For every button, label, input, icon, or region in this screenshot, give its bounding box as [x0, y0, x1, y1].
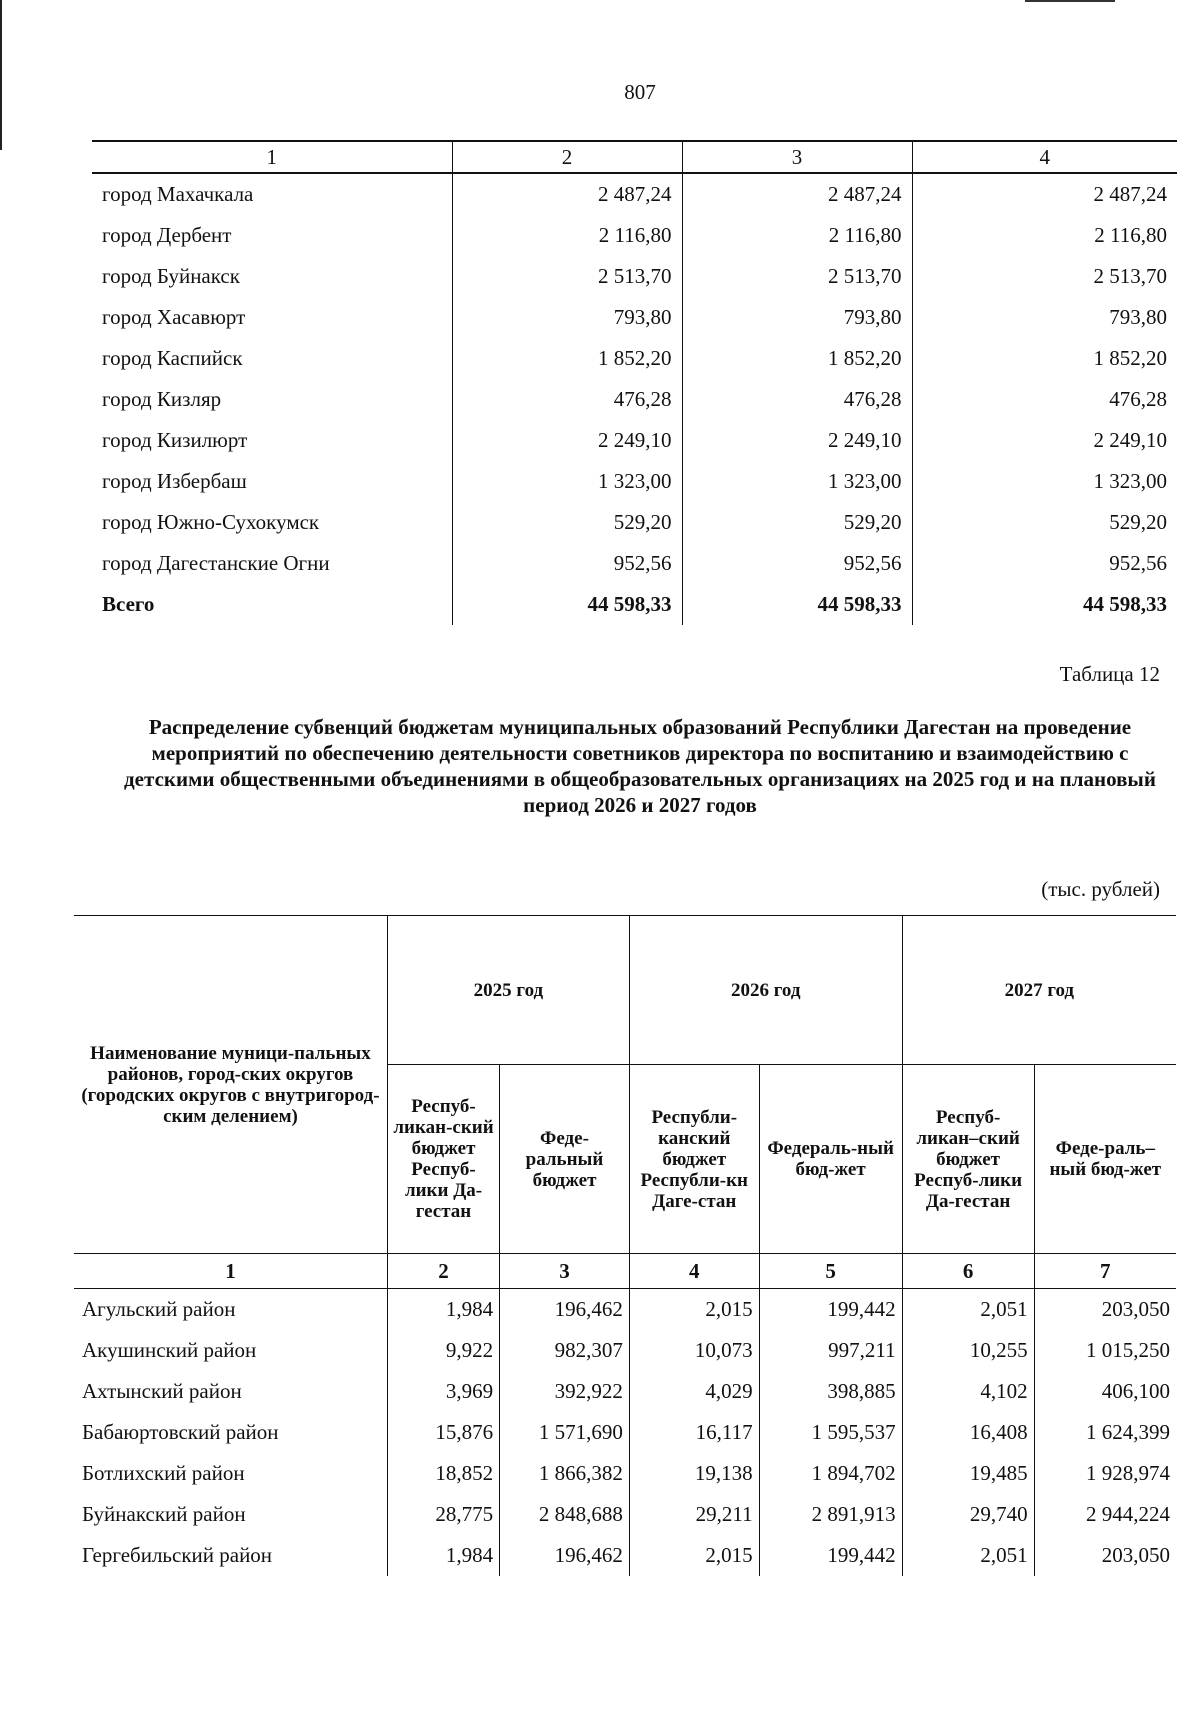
row-value: 2 116,80	[682, 215, 912, 256]
table-row	[92, 461, 1177, 502]
row-value: 2 513,70	[682, 256, 912, 297]
row-value: 1 323,00	[452, 461, 682, 502]
row-value: 982,307	[500, 1330, 630, 1371]
total-value: 44 598,33	[682, 584, 912, 625]
row-value: 2 487,24	[682, 173, 912, 215]
row-name: город Махачкала	[102, 182, 254, 206]
row-value: 2 487,24	[452, 173, 682, 215]
row-value: 28,775	[387, 1494, 499, 1535]
row-value: 2 116,80	[452, 215, 682, 256]
scan-margin-line	[0, 0, 2, 150]
column-number: 3	[500, 1254, 630, 1289]
row-value: 952,56	[452, 543, 682, 584]
row-name: Агульский район	[82, 1297, 236, 1321]
federal-budget-header: Феде-раль–ный бюд-жет	[1034, 1065, 1176, 1254]
row-name: город Дагестанские Огни	[102, 551, 330, 575]
scan-top-mark	[1025, 0, 1115, 2]
row-value: 199,442	[759, 1535, 902, 1576]
republic-budget-header: Республи-канский бюджет Республи-кн Даге-стан	[629, 1065, 759, 1254]
row-name: город Избербаш	[102, 469, 247, 493]
table-row	[92, 379, 1177, 420]
table-12-header-row	[74, 916, 1176, 1065]
row-value: 9,922	[387, 1330, 499, 1371]
year-header-2026: 2026 год	[629, 916, 902, 1065]
table-row	[92, 256, 1177, 297]
row-value: 406,100	[1034, 1371, 1176, 1412]
row-value: 16,408	[902, 1412, 1034, 1453]
table-row	[74, 1330, 1176, 1371]
row-value: 1 571,690	[500, 1412, 630, 1453]
total-value: 44 598,33	[452, 584, 682, 625]
units-note: (тыс. рублей)	[1041, 877, 1160, 901]
column-number: 1	[74, 1254, 387, 1289]
row-name: Бабаюртовский район	[82, 1420, 279, 1444]
row-value: 1 015,250	[1034, 1330, 1176, 1371]
row-value: 1,984	[387, 1289, 499, 1331]
name-column-header: Наименование муници-пальных районов, город-ских округов (городских округов с внутригород-ским делением)	[74, 916, 387, 1254]
row-value: 398,885	[759, 1371, 902, 1412]
row-name: Акушинский район	[82, 1338, 257, 1362]
table-1	[92, 140, 1177, 625]
table-row	[92, 297, 1177, 338]
column-number: 4	[629, 1254, 759, 1289]
table-1-col-number: 1	[92, 141, 452, 173]
row-value: 2 944,224	[1034, 1494, 1176, 1535]
year-header-2025: 2025 год	[387, 916, 629, 1065]
row-value: 952,56	[912, 543, 1177, 584]
table-label: Таблица 12	[1059, 662, 1160, 686]
row-value: 1 852,20	[682, 338, 912, 379]
federal-budget-header: Федераль-ный бюд-жет	[759, 1065, 902, 1254]
row-value: 1 323,00	[682, 461, 912, 502]
row-value: 196,462	[500, 1535, 630, 1576]
table-12	[74, 915, 1176, 1576]
row-name: Гергебильский район	[82, 1543, 273, 1567]
table-row	[92, 215, 1177, 256]
table-row	[74, 1412, 1176, 1453]
table-1-col-number: 4	[912, 141, 1177, 173]
row-name: Буйнакский район	[82, 1502, 246, 1526]
row-value: 4,102	[902, 1371, 1034, 1412]
row-value: 1 624,399	[1034, 1412, 1176, 1453]
row-value: 29,211	[629, 1494, 759, 1535]
row-name: город Буйнакск	[102, 264, 240, 288]
row-name: город Кизилюрт	[102, 428, 248, 452]
total-label: Всего	[102, 592, 155, 616]
row-value: 3,969	[387, 1371, 499, 1412]
federal-budget-header: Феде-ральный бюджет	[500, 1065, 630, 1254]
row-value: 1 323,00	[912, 461, 1177, 502]
column-number: 6	[902, 1254, 1034, 1289]
row-value: 2 513,70	[912, 256, 1177, 297]
table-title: Распределение субвенций бюджетам муниципальных образований Республики Дагестан на проведение мероприятий по обеспечению деятельности советников директора по воспитанию и взаимодействию с детскими общественными объединениями в общеобразовательных организациях на 2025 год и на плановый период 2026 и 2027 годов	[124, 715, 1156, 817]
page-number: 807	[624, 80, 656, 104]
table-row	[74, 1494, 1176, 1535]
row-value: 4,029	[629, 1371, 759, 1412]
row-value: 2 249,10	[682, 420, 912, 461]
row-value: 392,922	[500, 1371, 630, 1412]
row-value: 529,20	[912, 502, 1177, 543]
row-value: 2 249,10	[452, 420, 682, 461]
column-number: 7	[1034, 1254, 1176, 1289]
row-value: 203,050	[1034, 1535, 1176, 1576]
column-number: 5	[759, 1254, 902, 1289]
row-value: 10,073	[629, 1330, 759, 1371]
row-value: 793,80	[682, 297, 912, 338]
row-value: 196,462	[500, 1289, 630, 1331]
table-row	[92, 502, 1177, 543]
table-1-col-number: 3	[682, 141, 912, 173]
row-value: 793,80	[912, 297, 1177, 338]
row-value: 1 866,382	[500, 1453, 630, 1494]
row-value: 2 487,24	[912, 173, 1177, 215]
republic-budget-header: Респуб-ликан–ский бюджет Респуб-лики Да-гестан	[902, 1065, 1034, 1254]
row-value: 997,211	[759, 1330, 902, 1371]
row-name: Ботлихский район	[82, 1461, 245, 1485]
row-value: 2,015	[629, 1535, 759, 1576]
table-row	[74, 1289, 1176, 1331]
table-1-header-row	[92, 141, 1177, 173]
row-value: 1 595,537	[759, 1412, 902, 1453]
row-value: 529,20	[682, 502, 912, 543]
row-value: 1 894,702	[759, 1453, 902, 1494]
row-value: 18,852	[387, 1453, 499, 1494]
row-value: 2 513,70	[452, 256, 682, 297]
row-value: 2,051	[902, 1535, 1034, 1576]
total-value: 44 598,33	[912, 584, 1177, 625]
year-header-2027: 2027 год	[902, 916, 1176, 1065]
table-row	[92, 420, 1177, 461]
row-value: 10,255	[902, 1330, 1034, 1371]
table-1-col-number: 2	[452, 141, 682, 173]
row-value: 952,56	[682, 543, 912, 584]
row-value: 16,117	[629, 1412, 759, 1453]
row-value: 199,442	[759, 1289, 902, 1331]
republic-budget-header: Респуб-ликан-ский бюджет Респуб-лики Да-гестан	[387, 1065, 499, 1254]
row-value: 2 116,80	[912, 215, 1177, 256]
row-value: 1 852,20	[452, 338, 682, 379]
table-row	[74, 1371, 1176, 1412]
row-value: 2 848,688	[500, 1494, 630, 1535]
row-value: 2 249,10	[912, 420, 1177, 461]
table-row	[92, 543, 1177, 584]
row-name: город Дербент	[102, 223, 232, 247]
row-value: 1 928,974	[1034, 1453, 1176, 1494]
row-name: город Кизляр	[102, 387, 222, 411]
row-name: город Каспийск	[102, 346, 243, 370]
table-row	[74, 1453, 1176, 1494]
row-value: 476,28	[912, 379, 1177, 420]
total-row	[92, 584, 1177, 625]
row-value: 2,051	[902, 1289, 1034, 1331]
row-value: 19,138	[629, 1453, 759, 1494]
row-value: 1 852,20	[912, 338, 1177, 379]
row-value: 476,28	[452, 379, 682, 420]
row-value: 29,740	[902, 1494, 1034, 1535]
row-value: 1,984	[387, 1535, 499, 1576]
row-value: 793,80	[452, 297, 682, 338]
row-value: 203,050	[1034, 1289, 1176, 1331]
row-value: 476,28	[682, 379, 912, 420]
row-value: 15,876	[387, 1412, 499, 1453]
row-name: город Южно-Сухокумск	[102, 510, 320, 534]
row-value: 19,485	[902, 1453, 1034, 1494]
table-row	[92, 173, 1177, 215]
table-row	[74, 1535, 1176, 1576]
row-name: Ахтынский район	[82, 1379, 242, 1403]
row-name: город Хасавюрт	[102, 305, 246, 329]
row-value: 2,015	[629, 1289, 759, 1331]
row-value: 2 891,913	[759, 1494, 902, 1535]
row-value: 529,20	[452, 502, 682, 543]
table-12-column-numbers	[74, 1254, 1176, 1289]
column-number: 2	[387, 1254, 499, 1289]
table-row	[92, 338, 1177, 379]
